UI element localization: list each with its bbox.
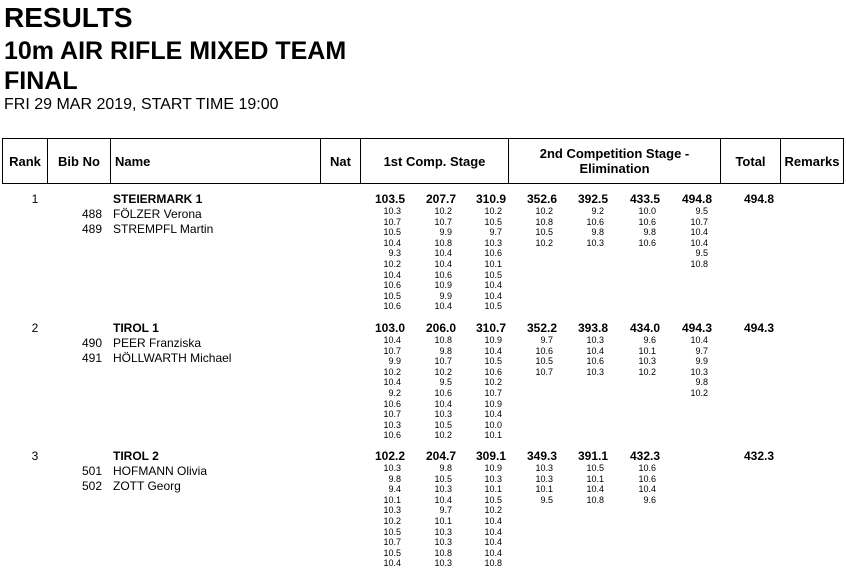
shot-score: 9.7 <box>695 345 708 356</box>
shot-score: 9.8 <box>388 473 401 484</box>
shot-score: 10.4 <box>690 227 708 238</box>
series-total: 309.1 <box>475 449 506 463</box>
series-total: 310.7 <box>475 321 506 335</box>
date-time: FRI 29 MAR 2019, START TIME 19:00 <box>4 96 279 113</box>
shot-score: 10.7 <box>383 216 401 227</box>
shot-score: 10.4 <box>484 409 502 420</box>
results-table-header <box>2 138 844 184</box>
col-stage2: 2nd Competition Stage - Elimination <box>509 139 721 183</box>
shot-score: 10.3 <box>383 206 401 216</box>
series-total: 393.8 <box>577 321 608 335</box>
event-title: 10m AIR RIFLE MIXED TEAM <box>4 37 347 65</box>
shot-score: 10.6 <box>383 398 401 409</box>
shot-score: 9.5 <box>695 248 708 259</box>
shot-score: 10.6 <box>535 345 553 356</box>
shot-score: 10.2 <box>638 366 656 377</box>
team-block <box>0 190 846 318</box>
shot-score: 9.8 <box>439 463 452 473</box>
athlete-name: ZOTT Georg <box>113 479 181 493</box>
series-total: 102.2 <box>374 449 405 463</box>
shot-score: 10.4 <box>383 335 401 345</box>
shot-score: 10.3 <box>434 537 452 548</box>
shot-score: 10.7 <box>383 345 401 356</box>
team-rank: 3 <box>31 449 39 463</box>
shot-score: 10.4 <box>484 280 502 291</box>
shot-score: 10.4 <box>690 335 708 345</box>
shot-score: 10.4 <box>434 494 452 505</box>
shot-score: 10.7 <box>535 366 553 377</box>
athlete-name: PEER Franziska <box>113 336 202 350</box>
series-total: 206.0 <box>425 321 456 335</box>
shot-score: 10.4 <box>434 398 452 409</box>
shot-score: 10.5 <box>383 290 401 301</box>
series-column <box>600 449 660 505</box>
shot-score: 10.4 <box>434 248 452 259</box>
shot-score: 10.2 <box>484 206 502 216</box>
team-total: 432.3 <box>743 449 774 463</box>
shot-score: 9.2 <box>591 206 604 216</box>
shot-score: 10.2 <box>484 505 502 516</box>
team-rank: 2 <box>31 321 39 335</box>
series-total: 207.7 <box>425 192 456 206</box>
shot-score: 10.4 <box>484 345 502 356</box>
athlete-bib: 488 <box>81 207 102 221</box>
shot-score: 10.2 <box>434 366 452 377</box>
shot-score: 10.6 <box>434 387 452 398</box>
series-column <box>600 321 660 377</box>
shot-score: 10.1 <box>586 473 604 484</box>
shot-score: 10.3 <box>586 237 604 248</box>
shot-score: 10.4 <box>484 290 502 301</box>
shot-score: 10.2 <box>484 377 502 388</box>
series-column <box>548 449 608 505</box>
series-total: 352.2 <box>526 321 557 335</box>
athlete-name: HÖLLWARTH Michael <box>113 351 232 365</box>
shot-score: 10.9 <box>484 463 502 473</box>
shot-score: 10.3 <box>383 505 401 516</box>
shot-score: 10.3 <box>484 473 502 484</box>
shot-score: 10.2 <box>535 206 553 216</box>
athlete-bib: 501 <box>81 464 102 478</box>
shot-score: 10.1 <box>484 258 502 269</box>
shot-score: 10.8 <box>535 216 553 227</box>
series-total: 103.5 <box>374 192 405 206</box>
series-column <box>548 192 608 248</box>
shot-score: 10.6 <box>484 248 502 259</box>
series-total: 494.3 <box>681 321 712 335</box>
shot-score: 9.7 <box>489 227 502 238</box>
shot-score: 10.4 <box>586 345 604 356</box>
team-block <box>0 319 846 447</box>
shot-score: 10.2 <box>383 258 401 269</box>
shot-score: 10.2 <box>383 515 401 526</box>
shot-score: 10.4 <box>383 377 401 388</box>
shot-score: 10.2 <box>535 237 553 248</box>
shot-score: 10.7 <box>434 356 452 367</box>
shot-score: 10.3 <box>434 409 452 420</box>
shot-score: 10.1 <box>638 345 656 356</box>
series-total: 494.8 <box>681 192 712 206</box>
shot-score: 10.3 <box>484 237 502 248</box>
shot-score: 10.2 <box>434 430 452 441</box>
shot-score: 10.6 <box>434 269 452 280</box>
shot-score: 10.1 <box>434 515 452 526</box>
series-column <box>600 192 660 248</box>
shot-score: 9.8 <box>643 227 656 238</box>
shot-score: 10.6 <box>638 216 656 227</box>
shot-score: 10.8 <box>586 494 604 505</box>
team-block <box>0 447 846 575</box>
shot-score: 10.5 <box>434 473 452 484</box>
shot-score: 9.6 <box>643 335 656 345</box>
col-bib: Bib No <box>48 139 111 183</box>
shot-score: 10.5 <box>383 547 401 558</box>
shot-score: 10.8 <box>434 335 452 345</box>
shot-score: 10.6 <box>586 356 604 367</box>
shot-score: 10.8 <box>434 547 452 558</box>
series-total: 392.5 <box>577 192 608 206</box>
team-rank: 1 <box>31 192 39 206</box>
shot-score: 10.4 <box>434 301 452 312</box>
shot-score: 10.6 <box>383 430 401 441</box>
col-rank: Rank <box>3 139 48 183</box>
shot-score: 10.4 <box>484 515 502 526</box>
shot-score: 9.4 <box>388 484 401 495</box>
series-column <box>652 321 712 399</box>
team-name: TIROL 2 <box>113 449 159 463</box>
shot-score: 10.5 <box>434 419 452 430</box>
athlete-bib: 491 <box>81 351 102 365</box>
shot-score: 10.3 <box>434 484 452 495</box>
shot-score: 9.2 <box>388 387 401 398</box>
shot-score: 10.3 <box>638 356 656 367</box>
shot-score: 10.3 <box>434 526 452 537</box>
shot-score: 9.6 <box>643 494 656 505</box>
shot-score: 10.0 <box>484 419 502 430</box>
col-remarks: Remarks <box>784 153 840 169</box>
shot-score: 10.4 <box>638 484 656 495</box>
athlete-bib: 489 <box>81 222 102 236</box>
shot-score: 9.7 <box>439 505 452 516</box>
shot-score: 10.4 <box>383 269 401 280</box>
series-total: 432.3 <box>629 449 660 463</box>
shot-score: 10.3 <box>586 335 604 345</box>
series-total: 433.5 <box>629 192 660 206</box>
shot-score: 10.5 <box>535 356 553 367</box>
shot-score: 10.6 <box>383 301 401 312</box>
shot-score: 10.3 <box>383 419 401 430</box>
shot-score: 9.7 <box>540 335 553 345</box>
shot-score: 10.5 <box>484 356 502 367</box>
shot-score: 10.3 <box>586 366 604 377</box>
series-column <box>548 321 608 377</box>
series-column <box>652 192 712 270</box>
athlete-name: HOFMANN Olivia <box>113 464 208 478</box>
team-name: TIROL 1 <box>113 321 159 335</box>
col-name: Name <box>111 139 321 183</box>
shot-score: 10.5 <box>383 227 401 238</box>
shot-score: 10.1 <box>484 430 502 441</box>
shot-score: 10.2 <box>383 366 401 377</box>
series-total: 310.9 <box>475 192 506 206</box>
shot-score: 9.9 <box>388 356 401 367</box>
shot-score: 10.1 <box>535 484 553 495</box>
shot-score: 9.9 <box>695 356 708 367</box>
shot-score: 10.8 <box>434 237 452 248</box>
shot-score: 10.4 <box>586 484 604 495</box>
shot-score: 10.6 <box>484 366 502 377</box>
shot-score: 10.5 <box>484 216 502 227</box>
shot-score: 10.4 <box>383 558 401 569</box>
shot-score: 9.8 <box>695 377 708 388</box>
team-total: 494.3 <box>743 321 774 335</box>
shot-score: 10.4 <box>383 237 401 248</box>
series-total: 391.1 <box>577 449 608 463</box>
series-total: 434.0 <box>629 321 660 335</box>
shot-score: 10.7 <box>434 216 452 227</box>
shot-score: 10.4 <box>484 526 502 537</box>
shot-score: 10.3 <box>535 463 553 473</box>
shot-score: 10.4 <box>434 258 452 269</box>
shot-score: 10.6 <box>638 463 656 473</box>
series-total: 349.3 <box>526 449 557 463</box>
athlete-bib: 490 <box>81 336 102 350</box>
shot-score: 10.6 <box>638 237 656 248</box>
shot-score: 10.4 <box>690 237 708 248</box>
shot-score: 10.5 <box>484 269 502 280</box>
shot-score: 10.1 <box>383 494 401 505</box>
shot-score: 9.5 <box>540 494 553 505</box>
shot-score: 9.3 <box>388 248 401 259</box>
shot-score: 10.0 <box>638 206 656 216</box>
shot-score: 10.8 <box>484 558 502 569</box>
shot-score: 10.5 <box>484 301 502 312</box>
shot-score: 10.3 <box>535 473 553 484</box>
col-stage1: 1st Comp. Stage <box>361 139 509 183</box>
col-total: Total <box>721 139 781 183</box>
series-total: 204.7 <box>425 449 456 463</box>
shot-score: 10.6 <box>638 473 656 484</box>
team-name: STEIERMARK 1 <box>113 192 203 206</box>
athlete-name: STREMPFL Martin <box>113 222 214 236</box>
shot-score: 10.7 <box>484 387 502 398</box>
team-total: 494.8 <box>743 192 774 206</box>
shot-score: 10.5 <box>383 526 401 537</box>
athlete-bib: 502 <box>81 479 102 493</box>
shot-score: 10.7 <box>383 537 401 548</box>
shot-score: 10.3 <box>690 366 708 377</box>
col-nat: Nat <box>321 139 361 183</box>
athlete-name: FÖLZER Verona <box>113 207 202 221</box>
shot-score: 9.9 <box>439 290 452 301</box>
series-total: 352.6 <box>526 192 557 206</box>
shot-score: 10.1 <box>484 484 502 495</box>
shot-score: 10.5 <box>484 494 502 505</box>
shot-score: 10.9 <box>484 335 502 345</box>
results-title: RESULTS <box>4 2 133 33</box>
shot-score: 10.4 <box>484 547 502 558</box>
shot-score: 10.9 <box>484 398 502 409</box>
shot-score: 10.5 <box>586 463 604 473</box>
series-total: 103.0 <box>374 321 405 335</box>
shot-score: 10.6 <box>586 216 604 227</box>
phase-title: FINAL <box>4 67 78 95</box>
shot-score: 9.8 <box>439 345 452 356</box>
shot-score: 10.4 <box>484 537 502 548</box>
shot-score: 10.7 <box>690 216 708 227</box>
shot-score: 10.2 <box>434 206 452 216</box>
shot-score: 10.9 <box>434 280 452 291</box>
shot-score: 10.3 <box>383 463 401 473</box>
shot-score: 10.8 <box>690 258 708 269</box>
shot-score: 9.5 <box>439 377 452 388</box>
shot-score: 10.3 <box>434 558 452 569</box>
shot-score: 9.5 <box>695 206 708 216</box>
shot-score: 10.2 <box>690 387 708 398</box>
shot-score: 9.8 <box>591 227 604 238</box>
shot-score: 10.5 <box>535 227 553 238</box>
shot-score: 9.9 <box>439 227 452 238</box>
shot-score: 10.7 <box>383 409 401 420</box>
shot-score: 10.6 <box>383 280 401 291</box>
